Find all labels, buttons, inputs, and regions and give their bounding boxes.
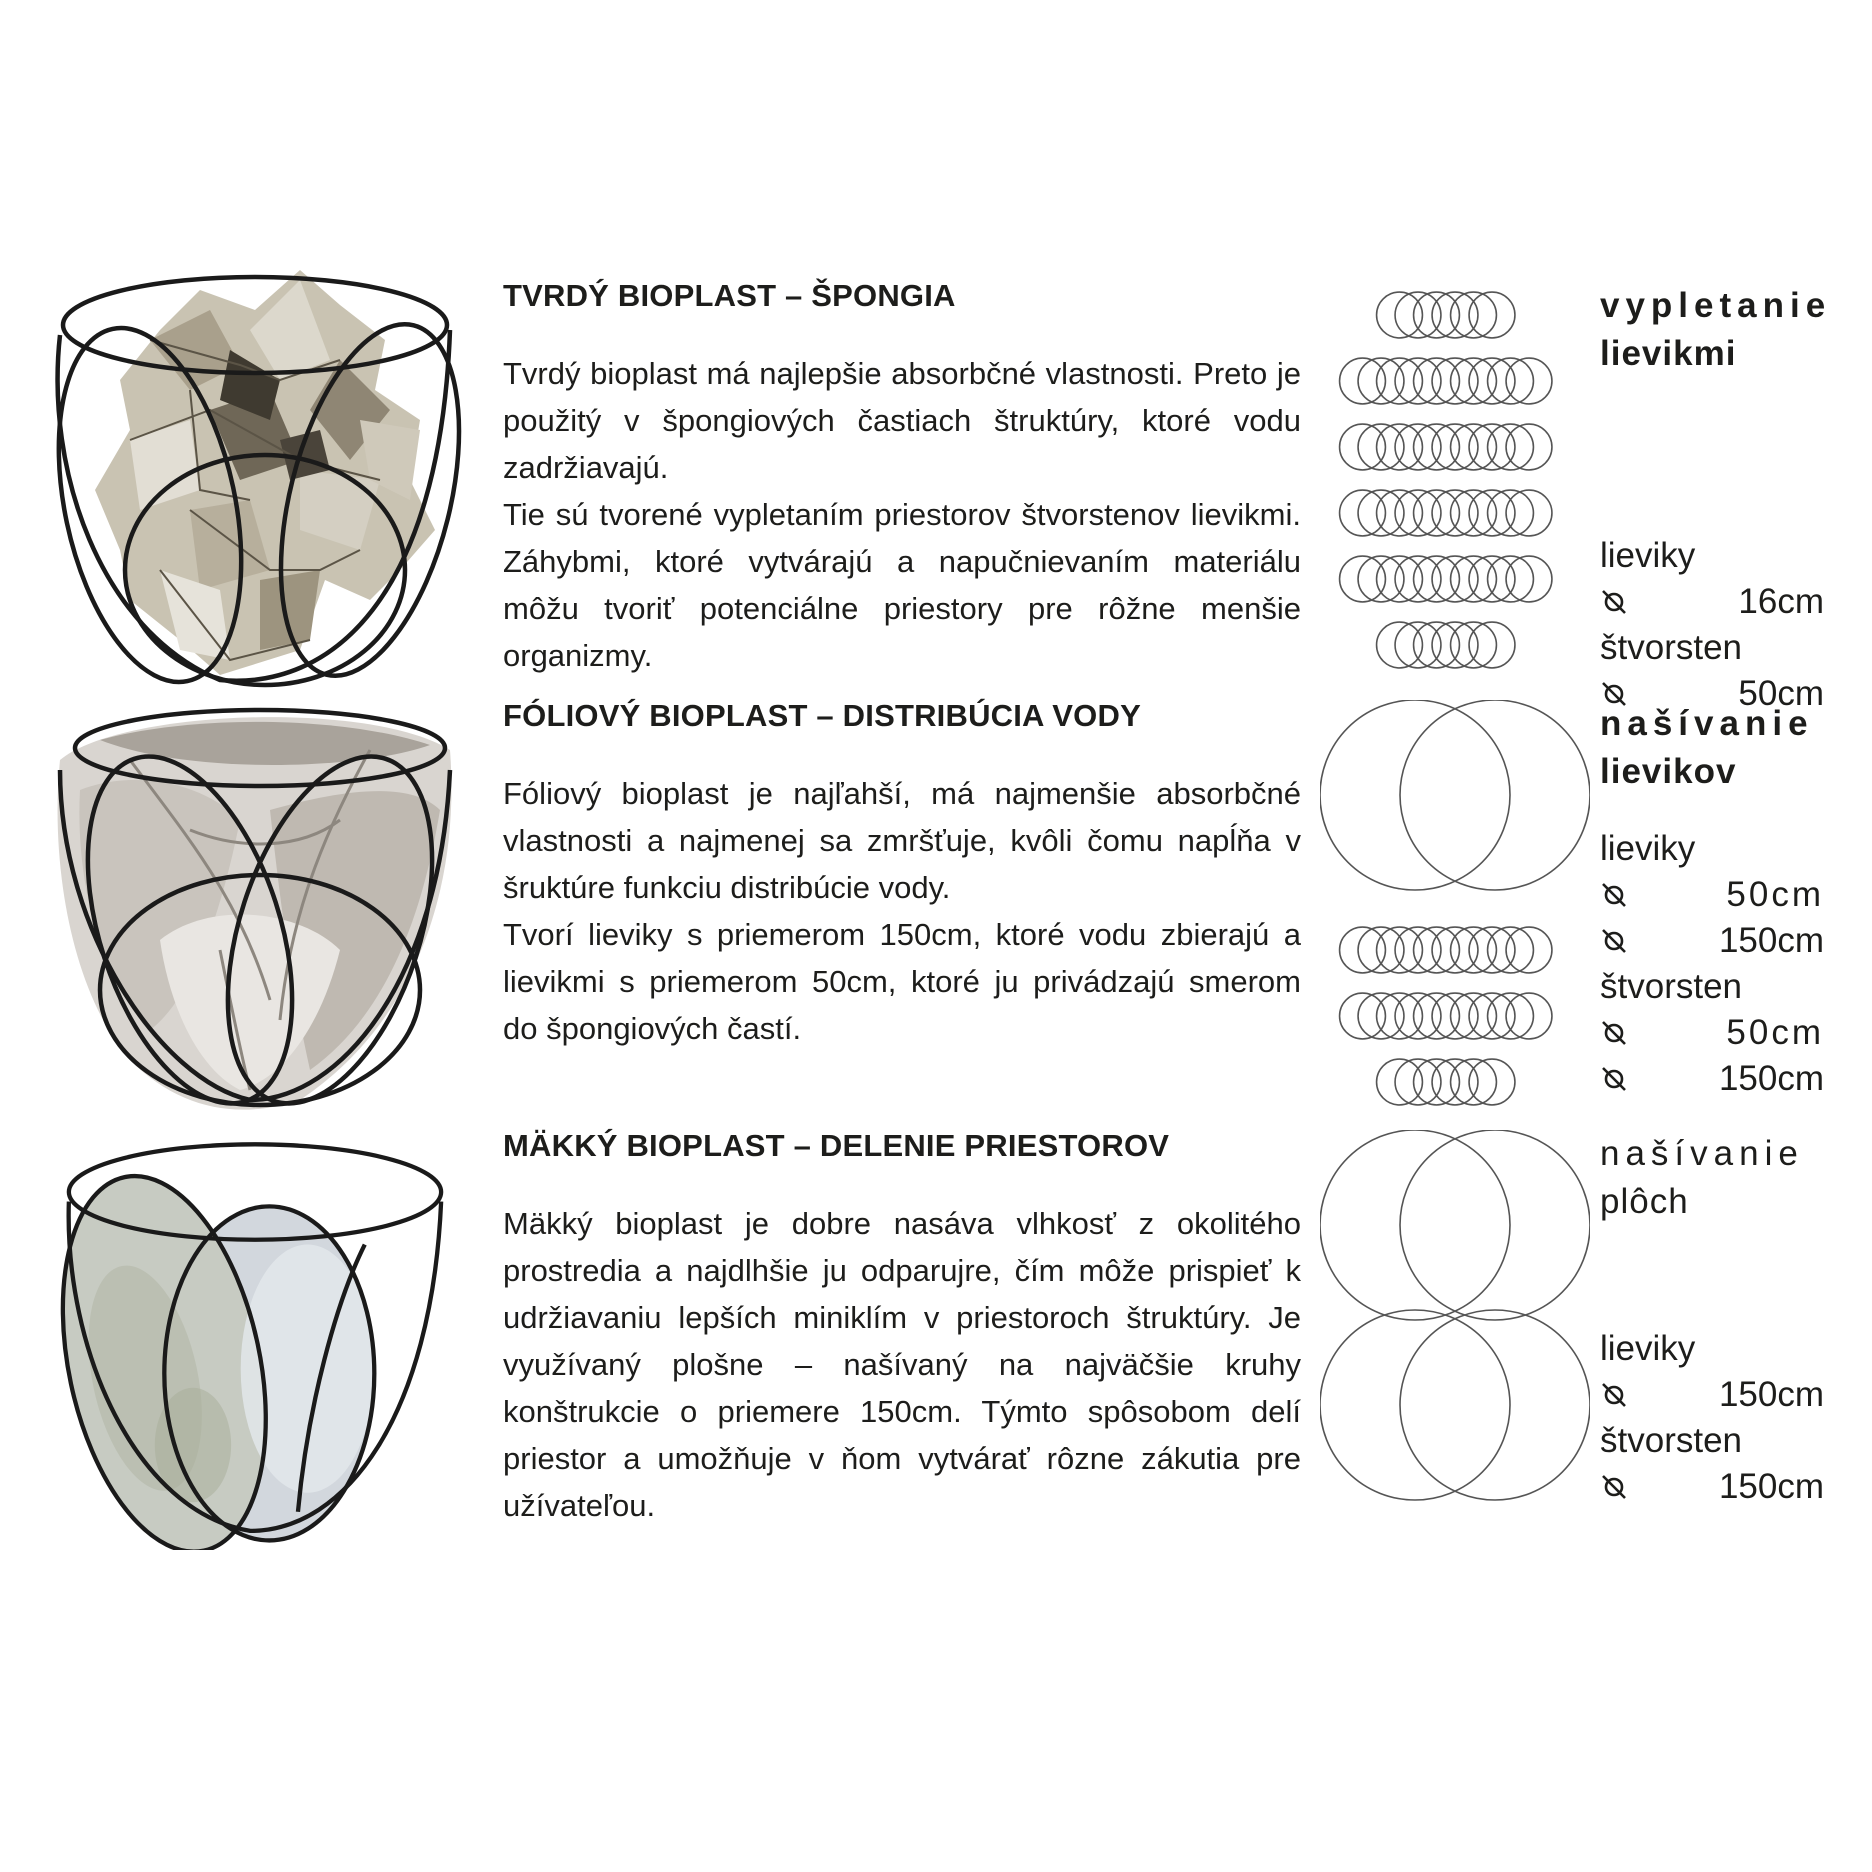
pattern-circle <box>1377 927 1423 973</box>
pattern-circle <box>1451 622 1497 668</box>
pattern-circle <box>1395 993 1441 1039</box>
pattern-circle <box>1488 424 1534 470</box>
pattern-circle <box>1377 993 1423 1039</box>
pattern-circle <box>1340 490 1386 536</box>
pattern-circle <box>1358 424 1404 470</box>
pattern-circle <box>1469 993 1515 1039</box>
pattern-circle <box>1395 358 1441 404</box>
dimension-row: 50cm <box>1600 1010 1860 1056</box>
pattern-circle <box>1377 490 1423 536</box>
dimension-row: 16cm <box>1600 579 1860 625</box>
pattern-circle <box>1432 424 1478 470</box>
pattern-circle <box>1377 292 1423 338</box>
section-hard-bioplast <box>0 270 1872 713</box>
pattern-circle <box>1432 358 1478 404</box>
pattern-circle <box>1358 993 1404 1039</box>
pattern-circle <box>1340 424 1386 470</box>
soft-bioplast-image <box>40 1130 470 1550</box>
pattern-circle <box>1469 490 1515 536</box>
pattern-circle <box>1340 993 1386 1039</box>
stvorsten-label: štvorsten <box>1600 967 1742 1006</box>
pattern-circle <box>1451 556 1497 602</box>
section-foil-bioplast <box>0 700 1872 1120</box>
pattern-circle <box>1469 424 1515 470</box>
pattern-circle <box>1395 292 1441 338</box>
pattern-circle <box>1377 358 1423 404</box>
pattern-circle <box>1488 993 1534 1039</box>
pattern-circle <box>1432 292 1478 338</box>
pattern-circle <box>1340 927 1386 973</box>
pattern-circle <box>1469 556 1515 602</box>
pattern-circle <box>1506 358 1552 404</box>
paragraph: Fóliový bioplast je najľahší, má najmenšie absorbčné vlastnosti a najmenej sa zmršťuje, kvôli čomu napĺňa v šruktúre funkciu distribúcie vody. <box>503 776 1301 905</box>
pattern-circle <box>1414 1059 1460 1105</box>
pattern-circle <box>1432 1059 1478 1105</box>
pattern-circle <box>1451 358 1497 404</box>
pattern-circle <box>1400 1130 1590 1320</box>
paragraph: Tvorí lieviky s priemerom 150cm, ktoré vodu zbierajú a lievikmi s priemerom 50cm, ktoré ju privádzajú smerom do špongiových častí. <box>503 917 1301 1046</box>
pattern-circle <box>1358 490 1404 536</box>
lieviky-label: lieviky <box>1600 1329 1696 1368</box>
pattern-circle <box>1320 700 1510 890</box>
pattern-circle <box>1414 490 1460 536</box>
pattern-circle <box>1451 1059 1497 1105</box>
paragraph: Tie sú tvorené vypletaním priestorov štvorstenov lievikmi. Záhybmi, ktoré vytvárajú a napučnievaním materiálu môžu tvoriť potenciálne priestory pre rôžne menšie organizmy. <box>503 497 1301 673</box>
pattern-circle <box>1395 927 1441 973</box>
soft-bioplast-text <box>503 1128 1301 1529</box>
section-soft-bioplast <box>0 1130 1872 1570</box>
pattern-circle <box>1469 927 1515 973</box>
pattern-circle <box>1377 622 1423 668</box>
pattern-circle <box>1469 622 1515 668</box>
pattern-circle <box>1451 424 1497 470</box>
section-heading: MÄKKÝ BIOPLAST – DELENIE PRIESTOROV <box>503 1128 1170 1163</box>
dimension-row: 50cm <box>1600 671 1860 717</box>
pattern-circle <box>1320 1130 1510 1320</box>
lieviky-label: lieviky <box>1600 829 1696 868</box>
pattern-circle <box>1469 1059 1515 1105</box>
pattern-circle <box>1432 622 1478 668</box>
pattern-circle <box>1414 927 1460 973</box>
diameter-icon <box>1600 588 1628 616</box>
legend-hard-bioplast <box>1600 282 1860 717</box>
hard-bioplast-sponge-image <box>40 270 470 690</box>
pattern-circle <box>1488 490 1534 536</box>
pattern-circle <box>1358 556 1404 602</box>
dimension-row: 50cm <box>1600 872 1860 918</box>
pattern-circle <box>1377 424 1423 470</box>
paragraph: Mäkký bioplast je dobre nasáva vlhkosť z okolitého prostredia a najdlhšie ju odparujre, čím môže prispieť k udržiavaniu lepších miniklím v priestoroch štruktúry. Je využívaný plošne – našívaný na najväčšie kruhy konštrukcie o priemere 150cm. Týmto spôsobom delí priestor a umožňuje v ňom vytvárať rôzne zákutia pre užívateľou. <box>503 1206 1301 1523</box>
foil-bioplast-image <box>40 700 470 1120</box>
diameter-icon <box>1600 927 1628 955</box>
pattern-circle <box>1358 358 1404 404</box>
pattern-circle <box>1469 358 1515 404</box>
legend-foil-bioplast <box>1600 700 1860 1102</box>
section-heading: TVRDÝ BIOPLAST – ŠPONGIA <box>503 278 956 313</box>
legend-title: vypletanie lievikmi <box>1600 286 1832 373</box>
sewn-surfaces-pattern-diagram <box>1320 1130 1590 1550</box>
pattern-circle <box>1414 424 1460 470</box>
pattern-circle <box>1451 927 1497 973</box>
pattern-circle <box>1414 292 1460 338</box>
paragraph: Tvrdý bioplast má najlepšie absorbčné vlastnosti. Preto je použitý v špongiových častiach štruktúry, ktoré vodu zadržiavajú. <box>503 356 1301 485</box>
dimension-row: 150cm <box>1600 918 1860 964</box>
pattern-circle <box>1414 358 1460 404</box>
pattern-circle <box>1506 424 1552 470</box>
legend-title: našívanie plôch <box>1600 1134 1804 1221</box>
diameter-icon <box>1600 1473 1628 1501</box>
pattern-circle <box>1506 993 1552 1039</box>
dimension-row: 150cm <box>1600 1372 1860 1418</box>
pattern-circle <box>1377 1059 1423 1105</box>
woven-funnels-pattern-diagram <box>1320 270 1590 690</box>
diameter-icon <box>1600 881 1628 909</box>
pattern-circle <box>1414 556 1460 602</box>
pattern-circle <box>1451 490 1497 536</box>
pattern-circle <box>1395 556 1441 602</box>
pattern-circle <box>1469 292 1515 338</box>
pattern-circle <box>1395 1059 1441 1105</box>
pattern-circle <box>1488 358 1534 404</box>
pattern-circle <box>1432 993 1478 1039</box>
stvorsten-label: štvorsten <box>1600 628 1742 667</box>
pattern-circle <box>1414 622 1460 668</box>
section-heading: FÓLIOVÝ BIOPLAST – DISTRIBÚCIA VODY <box>503 698 1141 733</box>
pattern-circle <box>1488 556 1534 602</box>
pattern-circle <box>1395 424 1441 470</box>
diameter-icon <box>1600 1019 1628 1047</box>
lieviky-label: lieviky <box>1600 536 1696 575</box>
pattern-circle <box>1395 622 1441 668</box>
dimension-row: 150cm <box>1600 1056 1860 1102</box>
pattern-circle <box>1506 927 1552 973</box>
pattern-circle <box>1400 700 1590 890</box>
pattern-circle <box>1451 993 1497 1039</box>
legend-title: našívanie lievikov <box>1600 704 1814 791</box>
pattern-circle <box>1506 490 1552 536</box>
pattern-circle <box>1320 1310 1510 1500</box>
sewn-funnels-pattern-diagram <box>1320 700 1590 1120</box>
dimension-row: 150cm <box>1600 1464 1860 1510</box>
pattern-circle <box>1358 927 1404 973</box>
legend-soft-bioplast <box>1600 1130 1860 1510</box>
pattern-circle <box>1432 556 1478 602</box>
pattern-circle <box>1400 1310 1590 1500</box>
diameter-icon <box>1600 1065 1628 1093</box>
diameter-icon <box>1600 1381 1628 1409</box>
pattern-circle <box>1377 556 1423 602</box>
pattern-circle <box>1340 358 1386 404</box>
hard-bioplast-text <box>503 278 1301 679</box>
stvorsten-label: štvorsten <box>1600 1421 1742 1460</box>
pattern-circle <box>1506 556 1552 602</box>
pattern-circle <box>1488 927 1534 973</box>
pattern-circle <box>1432 490 1478 536</box>
foil-bioplast-text <box>503 698 1301 1052</box>
pattern-circle <box>1451 292 1497 338</box>
pattern-circle <box>1432 927 1478 973</box>
pattern-circle <box>1395 490 1441 536</box>
pattern-circle <box>1414 993 1460 1039</box>
pattern-circle <box>1340 556 1386 602</box>
